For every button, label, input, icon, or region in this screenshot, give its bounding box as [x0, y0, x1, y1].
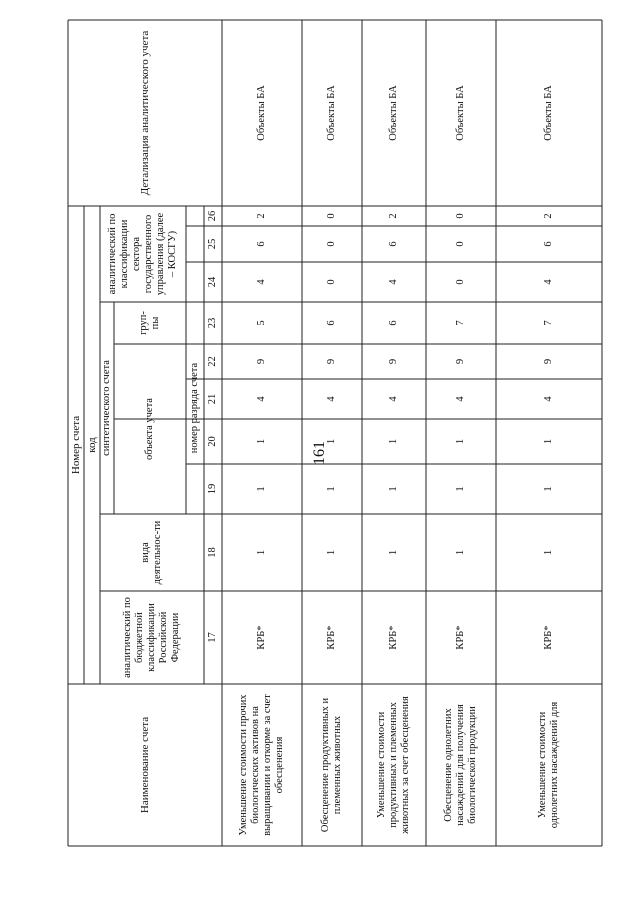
row-account-name: Уменьшение стоимости продуктивных и племенных животных за счет обесценения — [376, 696, 411, 834]
header-account-name: Наименование счета — [138, 716, 151, 814]
digit-cell: 19 — [207, 483, 219, 495]
header-kosgu: аналитический по классификации сектора государственного управления (далее – КОСГУ) — [107, 212, 178, 296]
header-code: код — [85, 437, 98, 453]
row-cell: 4 — [326, 396, 338, 402]
row-cell: 4 — [543, 279, 555, 285]
row-cell: 9 — [455, 358, 467, 365]
row-cell: 9 — [543, 358, 555, 365]
row-cell: КРБ* — [326, 625, 338, 650]
row-cell: 0 — [326, 279, 338, 285]
row-account-name: Обесценение однолетних насаждений для получения биологической продукции — [443, 704, 478, 826]
row-cell: 1 — [326, 486, 338, 492]
row-cell: 4 — [388, 396, 400, 402]
row-cell: 7 — [455, 320, 467, 326]
row-cell: 4 — [256, 396, 268, 402]
row-cell: КРБ* — [256, 625, 268, 650]
row-cell: 4 — [256, 279, 268, 285]
row-cell: 1 — [388, 438, 400, 445]
row-cell: 0 — [455, 241, 467, 247]
row-detail: Объекты БА — [455, 85, 467, 141]
row-cell: 4 — [388, 279, 400, 285]
row-cell: 2 — [256, 213, 268, 219]
row-cell: 6 — [388, 241, 400, 247]
row-account-name: Обесценение продуктивных и племенных животных — [320, 697, 343, 833]
row-cell: 1 — [326, 549, 338, 556]
digit-cell: 22 — [207, 356, 219, 367]
row-cell: 4 — [543, 396, 555, 402]
row-account-name: Уменьшение стоимости прочих биологических активов на выращивании и откорме за счет обесценения — [238, 694, 285, 836]
row-cell: КРБ* — [455, 625, 467, 650]
header-accounting-object: объекта учета — [144, 398, 156, 460]
header-budget-classification: аналитический по бюджетной классификации Российской Федерации — [122, 597, 181, 678]
row-cell: 1 — [256, 549, 268, 556]
header-analytic-detail: Детализация аналитического учета — [138, 30, 151, 196]
row-cell: 1 — [543, 438, 555, 445]
header-account-number: Номер счета — [69, 415, 82, 475]
row-cell: 0 — [455, 279, 467, 285]
row-cell: КРБ* — [388, 625, 400, 650]
row-cell: 1 — [455, 486, 467, 492]
row-detail: Объекты БА — [326, 85, 338, 141]
digit-cell: 20 — [207, 436, 219, 447]
row-cell: 1 — [543, 549, 555, 556]
digit-cell: 21 — [207, 393, 219, 405]
row-cell: 1 — [543, 486, 555, 492]
row-cell: 1 — [455, 438, 467, 445]
digit-cell: 23 — [207, 317, 219, 329]
row-cell: 1 — [388, 549, 400, 556]
page-number: 161 — [311, 441, 328, 465]
row-cell: 4 — [455, 396, 467, 402]
row-cell: КРБ* — [543, 625, 555, 650]
row-cell: 9 — [326, 358, 338, 365]
row-cell: 1 — [388, 486, 400, 492]
row-account-name: Уменьшение стоимости однолетних насаждений для — [537, 701, 560, 829]
digit-cell: 25 — [207, 238, 219, 250]
row-cell: 6 — [388, 320, 400, 326]
row-cell: 6 — [256, 241, 268, 247]
row-cell: 0 — [455, 213, 467, 219]
header-digit-row-label: номер разряда счета — [189, 362, 201, 454]
header-synthetic-account: синтетического счета — [101, 360, 113, 456]
row-detail: Объекты БА — [256, 85, 268, 141]
row-cell: 5 — [256, 320, 268, 326]
row-cell: 2 — [388, 213, 400, 219]
row-cell: 7 — [543, 320, 555, 326]
row-detail: Объекты БА — [543, 85, 555, 141]
row-cell: 6 — [543, 241, 555, 247]
header-activity-type: вида деятельнос-ти — [140, 520, 163, 585]
header-group: груп-пы — [138, 311, 161, 335]
row-cell: 1 — [256, 486, 268, 492]
row-cell: 0 — [326, 213, 338, 219]
row-cell: 6 — [326, 320, 338, 326]
digit-cell: 26 — [207, 210, 219, 222]
row-cell: 0 — [326, 241, 338, 247]
digit-cell: 24 — [207, 276, 219, 288]
row-cell: 9 — [388, 358, 400, 365]
digit-cell: 17 — [207, 632, 219, 643]
row-cell: 9 — [256, 358, 268, 365]
row-cell: 1 — [256, 438, 268, 445]
row-cell: 1 — [326, 438, 338, 445]
row-cell: 2 — [543, 213, 555, 219]
row-cell: 1 — [455, 549, 467, 556]
row-detail: Объекты БА — [388, 85, 400, 141]
digit-cell: 18 — [207, 547, 219, 558]
